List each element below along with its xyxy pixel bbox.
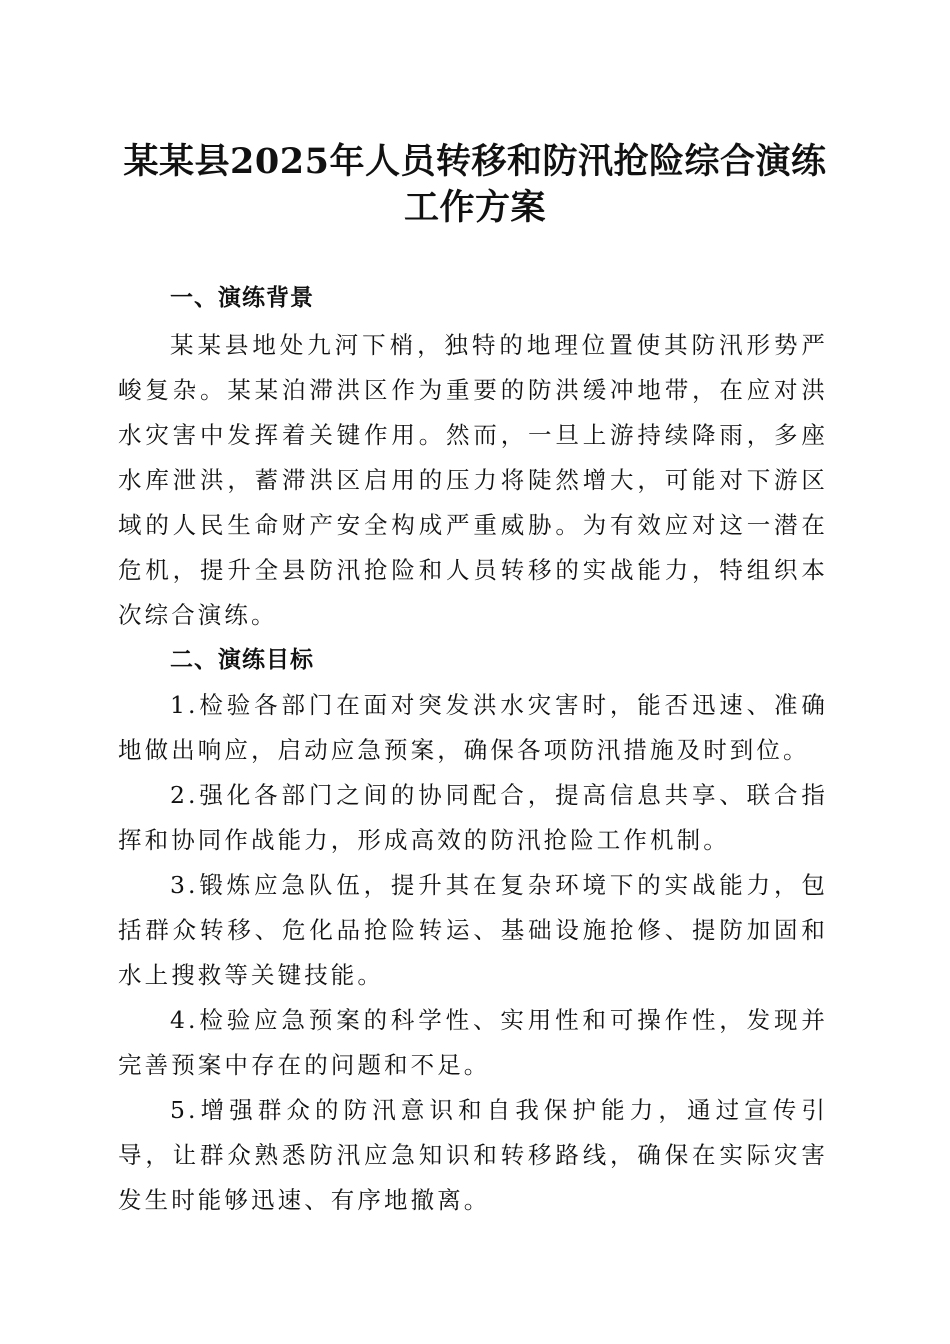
- objective-item-5: 5.增强群众的防汛意识和自我保护能力，通过宣传引导，让群众熟悉防汛应急知识和转移路线，确保在实际灾害发生时能够迅速、有序地撤离。: [118, 1096, 828, 1214]
- background-paragraph: 某某县地处九河下梢，独特的地理位置使其防汛形势严峻复杂。某某泊滞洪区作为重要的防洪缓冲地带，在应对洪水灾害中发挥着关键作用。然而，一旦上游持续降雨，多座水库泄洪，蓄滞洪区启用的压力将陡然增大，可能对下游区域的人民生命财产安全构成严重威胁。为有效应对这一潜在危机，提升全县防汛抢险和人员转移的实战能力，特组织本次综合演练。: [118, 331, 828, 629]
- objective-item-1: 1.检验各部门在面对突发洪水灾害时，能否迅速、准确地做出响应，启动应急预案，确保各项防汛措施及时到位。: [118, 691, 828, 764]
- objective-item-4: 4.检验应急预案的科学性、实用性和可操作性，发现并完善预案中存在的问题和不足。: [118, 1006, 828, 1079]
- document-title-line-2: 工作方案: [403, 187, 546, 228]
- objective-item-2: 2.强化各部门之间的协同配合，提高信息共享、联合指挥和协同作战能力，形成高效的防汛抢险工作机制。: [118, 781, 828, 854]
- objective-item-3: 3.锻炼应急队伍，提升其在复杂环境下的实战能力，包括群众转移、危化品抢险转运、基础设施抢修、提防加固和水上搜救等关键技能。: [118, 871, 828, 989]
- section-heading-objectives: 二、演练目标: [170, 647, 314, 673]
- document-body: [118, 276, 828, 1223]
- document-title-line-1: 某某县2025年人员转移和防汛抢险综合演练: [123, 141, 827, 182]
- section-heading-background: 一、演练背景: [170, 285, 314, 311]
